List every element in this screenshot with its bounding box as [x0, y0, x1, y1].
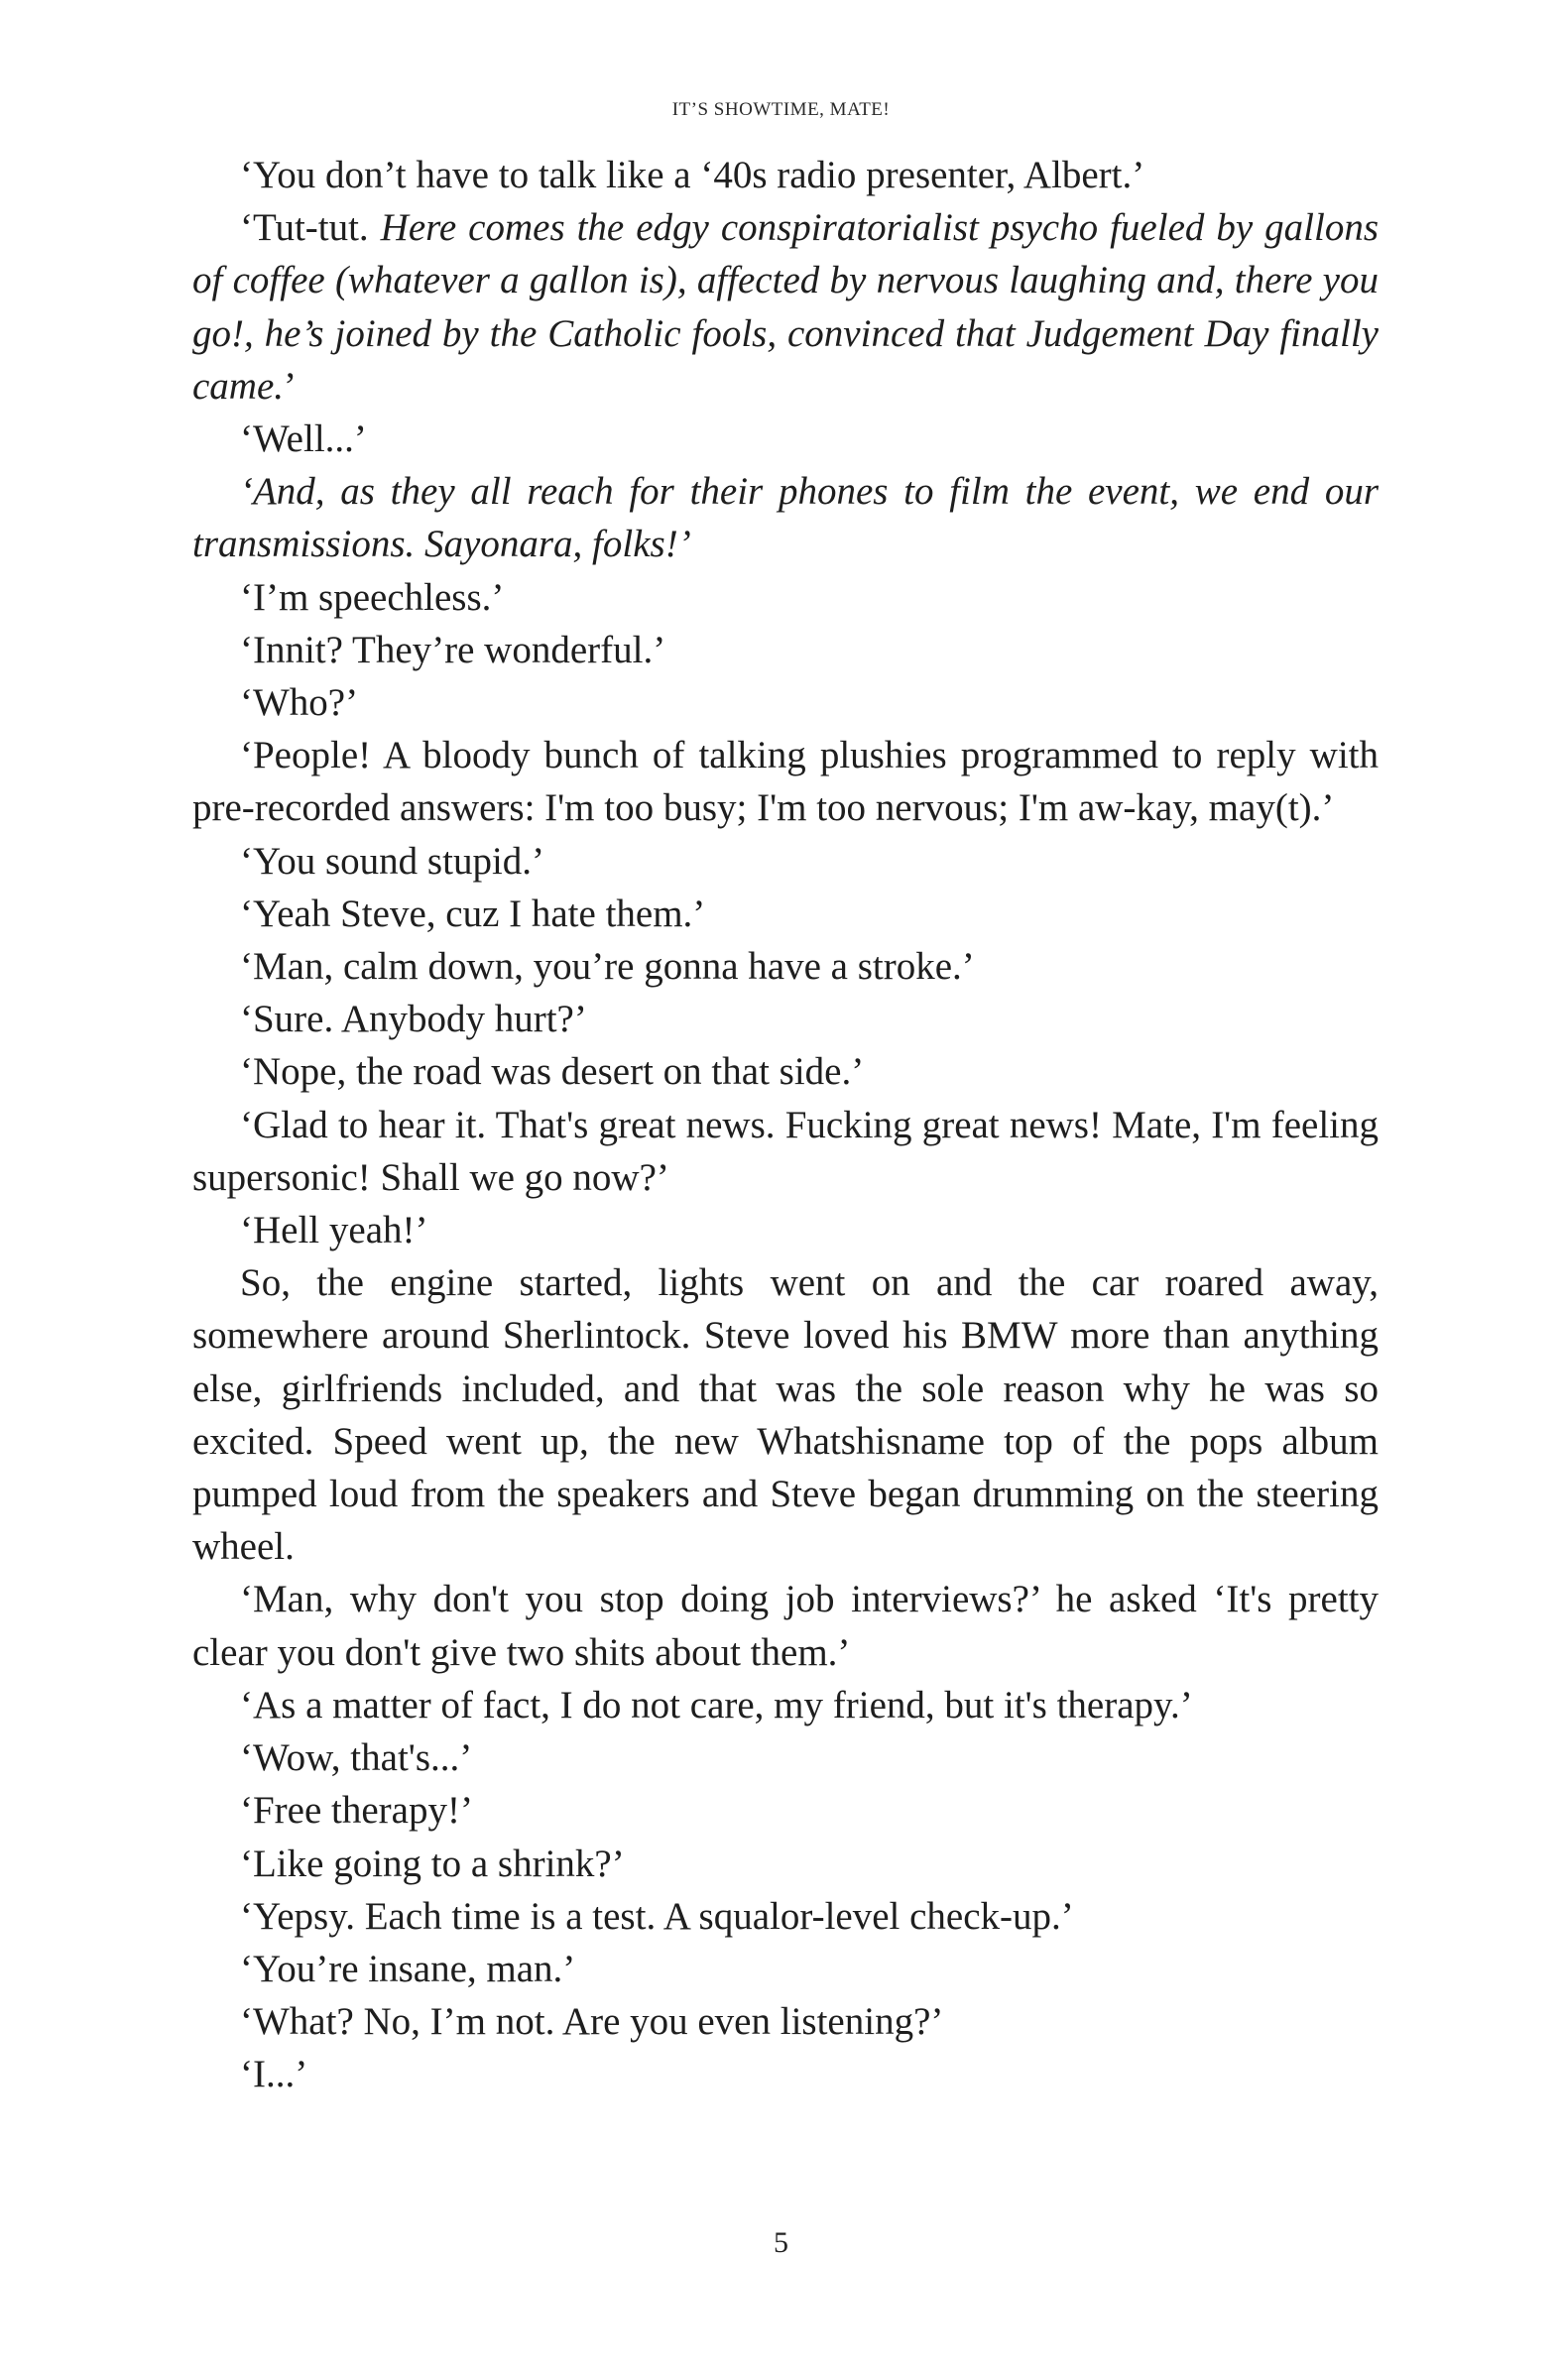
paragraph: [192, 201, 1379, 413]
paragraph-tail: ’: [284, 364, 298, 408]
paragraph: ‘Glad to hear it. That's great news. Fucking great news! Mate, I'm feeling supersonic! Shall we go now?’: [192, 1103, 1379, 1199]
page-number: 5: [774, 2226, 788, 2259]
running-head: IT’S SHOWTIME, MATE!: [671, 99, 891, 120]
body-text: [192, 149, 1379, 2101]
paragraph: ‘What? No, I’m not. Are you even listening?’: [240, 2000, 944, 2044]
paragraph: ‘Man, why don't you stop doing job interviews?’ he asked ‘It's pretty clear you don't give two shits about them.’: [192, 1578, 1379, 1674]
paragraph: ‘Yeah Steve, cuz I hate them.’: [240, 892, 706, 935]
paragraph: ‘Innit? They’re wonderful.’: [240, 628, 666, 671]
paragraph: ‘Nope, the road was desert on that side.’: [240, 1050, 865, 1094]
paragraph: ‘Like going to a shrink?’: [240, 1842, 625, 1885]
paragraph: ‘Wow, that's...’: [240, 1736, 473, 1780]
paragraph: ‘Well...’: [240, 417, 367, 461]
paragraph: ‘I’m speechless.’: [240, 575, 505, 619]
paragraph: ‘And, as they all reach for their phones to film the event, we end our transmissions. Sayonara, folks!’: [192, 470, 1379, 566]
paragraph: ‘Free therapy!’: [240, 1789, 473, 1833]
paragraph: ‘You’re insane, man.’: [240, 1947, 576, 1990]
paragraph: ‘You don’t have to talk like a ‘40s radio presenter, Albert.’: [240, 154, 1145, 196]
paragraph: ‘Sure. Anybody hurt?’: [240, 998, 587, 1041]
paragraph: ‘Man, calm down, you’re gonna have a stroke.’: [240, 945, 975, 989]
paragraph: ‘As a matter of fact, I do not care, my friend, but it's therapy.’: [240, 1683, 1193, 1726]
paragraph: So, the engine started, lights went on and the car roared away, somewhere around Sherlintock. Steve loved his BMW more than anything else, girlfriends included, and that was the sole reason why he was so excited. Speed went up, the new Whatshisname top of the pops album pumped loud from the speakers and Steve began drumming on the steering wheel.: [192, 1261, 1379, 1569]
paragraph-lead: ‘Tut-tut.: [240, 206, 381, 250]
paragraph: ‘Yepsy. Each time is a test. A squalor-level check-up.’: [240, 1894, 1074, 1938]
paragraph: ‘Hell yeah!’: [240, 1209, 428, 1252]
paragraph-italic: Here comes the edgy conspiratorialist psycho fueled by gallons of coffee (whatever a gallon is), affected by nervous laughing and, there you go!, he’s joined by the Catholic fools, convinced that Judgement Day finally came.: [192, 206, 1379, 408]
paragraph: ‘You sound stupid.’: [240, 839, 545, 883]
paragraph: ‘People! A bloody bunch of talking plushies programmed to reply with pre-recorded answers: I'm too busy; I'm too nervous; I'm aw-kay, may(t).’: [192, 734, 1379, 830]
paragraph: ‘I...’: [240, 2053, 308, 2096]
paragraph: ‘Who?’: [240, 681, 359, 725]
